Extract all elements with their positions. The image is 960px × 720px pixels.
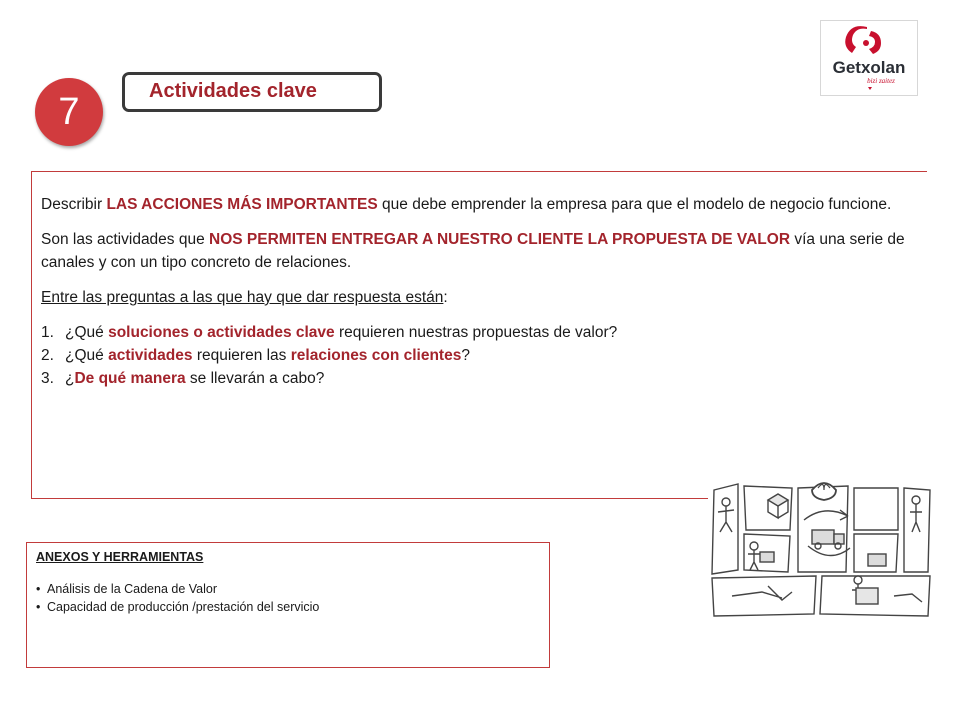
questions-list xyxy=(41,321,913,390)
section-title-box xyxy=(122,72,382,112)
logo-tagline: bizi zaitez xyxy=(867,77,895,85)
questions-intro: Entre las preguntas a las que hay que dar respuesta están: xyxy=(41,289,448,306)
annex-item: • Capacidad de producción /prestación del servicio xyxy=(36,600,320,614)
question-item: 2. ¿Qué actividades requieren las relaciones con clientes? xyxy=(41,347,470,364)
annex-item: • Análisis de la Cadena de Valor xyxy=(36,582,218,596)
business-model-canvas-illustration xyxy=(708,474,932,620)
question-item: 1. ¿Qué soluciones o actividades clave requieren nuestras propuestas de valor? xyxy=(41,324,618,341)
main-content-text xyxy=(41,193,913,390)
annex-content xyxy=(36,548,319,616)
section-title: Actividades clave xyxy=(149,80,317,102)
getxolan-logo xyxy=(820,20,918,96)
logo-wordmark: Getxolan xyxy=(832,58,906,77)
question-item: 3. ¿De qué manera se llevarán a cabo? xyxy=(41,370,325,387)
paragraph-description: Describir LAS ACCIONES MÁS IMPORTANTES que debe emprender la empresa para que el modelo de negocio funcione. xyxy=(41,196,892,213)
annex-title: ANEXOS Y HERRAMIENTAS xyxy=(36,550,204,564)
step-number-badge: 7 xyxy=(35,78,103,146)
paragraph-activities: Son las actividades que NOS PERMITEN ENTREGAR A NUESTRO CLIENTE LA PROPUESTA DE VALOR vía una serie de canales y con un tipo concreto de relaciones. xyxy=(41,231,905,271)
